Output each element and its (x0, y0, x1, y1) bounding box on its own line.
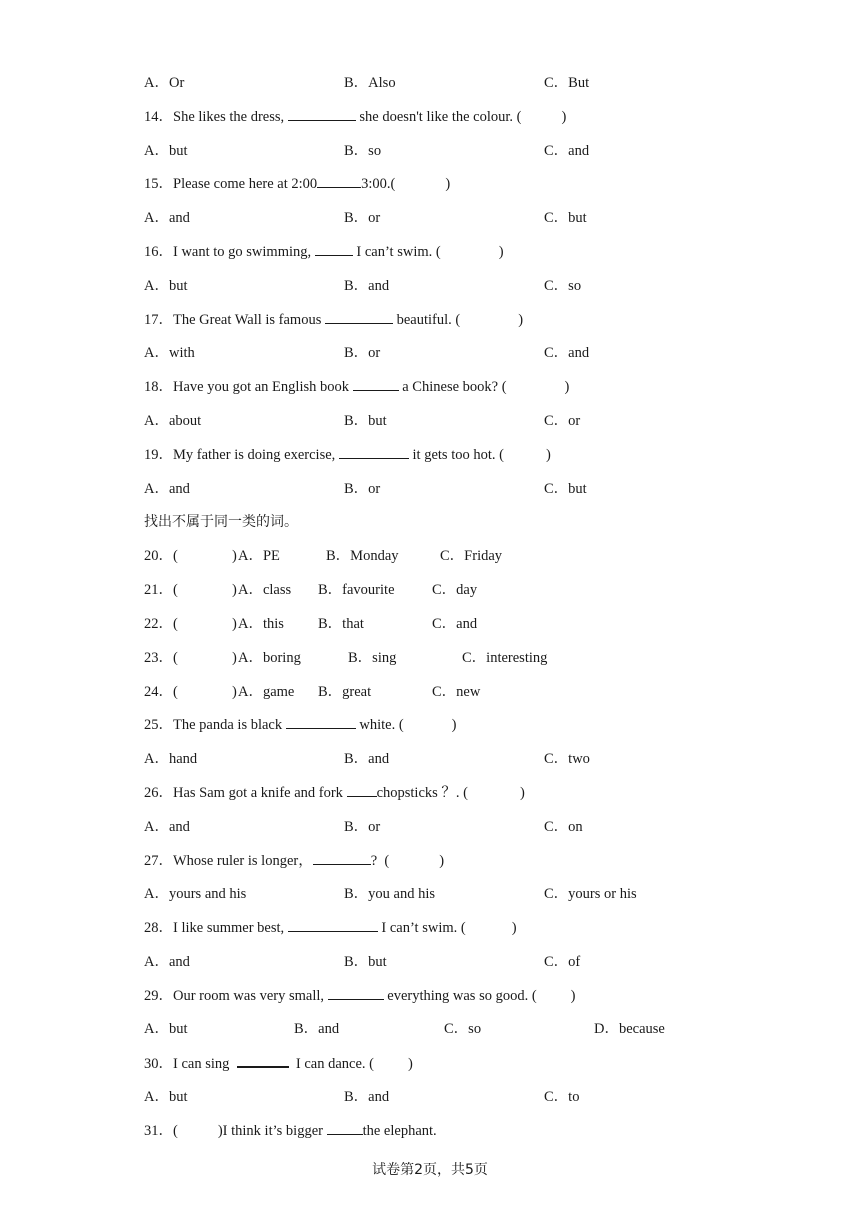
paren-close: ) (518, 312, 524, 328)
q17-options (144, 342, 590, 364)
question-number: 27． (144, 853, 173, 869)
question-text: the elephant. (362, 1123, 437, 1139)
option-a: A．hand (144, 751, 198, 767)
question-text: white. ( (355, 717, 404, 733)
question-number: 26． (144, 785, 173, 801)
option-c: C．But (544, 75, 590, 91)
option-b: B．great (318, 684, 372, 700)
option-a: A．yours and his (144, 886, 247, 902)
question-number: 20．( (144, 548, 178, 564)
question-21 (144, 579, 478, 601)
option-c: C．and (544, 143, 590, 159)
option-a: A．and (144, 954, 190, 970)
answer-blank[interactable] (353, 376, 399, 391)
q25-options (144, 748, 590, 770)
question-25 (144, 714, 457, 736)
q29-options (144, 1018, 665, 1040)
answer-paren-space[interactable] (194, 545, 230, 567)
paren-close: ) (498, 244, 504, 260)
paren-close: ) (232, 650, 237, 666)
option-c: C．and (432, 616, 478, 632)
paren-close: ) (561, 109, 567, 125)
option-c: C．so (544, 278, 582, 294)
paren-close: ) (439, 853, 445, 869)
option-c: C．but (544, 481, 587, 497)
question-number: 23．( (144, 650, 178, 666)
paren-close: ) (232, 548, 237, 564)
paren-close: ) (511, 920, 517, 936)
question-text: she doesn't like the colour. ( (355, 109, 522, 125)
question-number: 18． (144, 379, 173, 395)
option-b: B．and (344, 278, 390, 294)
q15-options (144, 207, 587, 229)
question-number: 14． (144, 109, 173, 125)
q27-options (144, 883, 637, 905)
question-31 (144, 1120, 437, 1142)
option-a: A．but (144, 143, 188, 159)
paren-close: ) (545, 447, 551, 463)
answer-blank[interactable] (347, 782, 377, 797)
question-text: Our room was very small, (173, 988, 328, 1004)
question-number: 25． (144, 717, 173, 733)
answer-blank[interactable] (288, 106, 356, 121)
paren-close: ) (407, 1056, 413, 1072)
question-29 (144, 985, 576, 1007)
answer-blank[interactable] (327, 1120, 363, 1135)
option-a: A．but (144, 1089, 188, 1105)
paren-close: ) (519, 785, 525, 801)
question-text: )I think it’s bigger (217, 1123, 327, 1139)
q28-options (144, 951, 581, 973)
option-b: B．or (344, 481, 381, 497)
option-a: A．and (144, 819, 190, 835)
answer-blank[interactable] (288, 917, 378, 932)
question-number: 16． (144, 244, 173, 260)
question-number: 31．( (144, 1123, 178, 1139)
section-heading: 找出不属于同一类的词。 (144, 514, 298, 530)
option-b: B．Monday (326, 548, 399, 564)
option-a: A．but (144, 278, 188, 294)
option-c: C．on (544, 819, 583, 835)
question-text: 3:00.( (361, 176, 396, 192)
question-15 (144, 173, 450, 195)
option-c: C．day (432, 582, 478, 598)
question-17 (144, 309, 523, 331)
option-b: B．favourite (318, 582, 395, 598)
question-text: Has Sam got a knife and fork (173, 785, 347, 801)
answer-blank[interactable] (313, 850, 371, 865)
option-a: A．and (144, 210, 190, 226)
option-b: B．that (318, 616, 364, 632)
q18-options (144, 410, 581, 432)
option-c: C．interesting (462, 650, 548, 666)
question-text: a Chinese book? ( (398, 379, 507, 395)
answer-paren-space[interactable] (194, 681, 230, 703)
option-c: C．two (544, 751, 590, 767)
question-text: The panda is black (173, 717, 286, 733)
option-c: C．new (432, 684, 481, 700)
answer-paren-space[interactable] (194, 647, 230, 669)
option-c: C．or (544, 413, 581, 429)
question-19 (144, 444, 551, 466)
question-number: 22．( (144, 616, 178, 632)
question-text: The Great Wall is famous (173, 312, 325, 328)
paren-close: ) (232, 684, 237, 700)
question-text: I can sing (173, 1056, 237, 1072)
answer-blank[interactable] (237, 1052, 289, 1068)
question-26 (144, 782, 525, 804)
question-number: 29． (144, 988, 173, 1004)
question-22 (144, 613, 478, 635)
option-b: B．so (344, 143, 382, 159)
question-30 (144, 1052, 413, 1074)
question-text: Please come here at 2:00 (173, 176, 318, 192)
question-text: My father is doing exercise, (173, 447, 339, 463)
question-text: Whose ruler is longer， (173, 853, 313, 869)
option-b: B．or (344, 210, 381, 226)
option-b: B．and (344, 1089, 390, 1105)
paren-close: ) (570, 988, 576, 1004)
question-14 (144, 106, 566, 128)
option-a: A．and (144, 481, 190, 497)
q26-options (144, 816, 583, 838)
answer-blank[interactable] (325, 309, 393, 324)
question-text: everything was so good. ( (383, 988, 537, 1004)
question-text: it gets too hot. ( (408, 447, 504, 463)
option-b: B．you and his (344, 886, 436, 902)
paren-close: ) (564, 379, 570, 395)
q16-options (144, 275, 582, 297)
question-text: I can’t swim. ( (377, 920, 466, 936)
question-text: I can dance. ( (288, 1056, 374, 1072)
question-text: Have you got an English book (173, 379, 353, 395)
question-text: I want to go swimming, (173, 244, 315, 260)
question-20 (144, 545, 503, 567)
answer-paren-space[interactable] (194, 613, 230, 635)
question-number: 15． (144, 176, 173, 192)
option-b: B．Also (344, 75, 396, 91)
option-b: B．sing (348, 650, 397, 666)
option-b: B．or (344, 819, 381, 835)
option-d: D．because (594, 1021, 665, 1037)
option-c: C．Friday (440, 548, 503, 564)
question-text: ? ( (370, 853, 390, 869)
option-a: A．about (144, 413, 202, 429)
option-a: A．but (144, 1021, 188, 1037)
paren-close: ) (445, 176, 451, 192)
option-a: A．class (238, 582, 292, 598)
option-c: C．and (544, 345, 590, 361)
question-text: beautiful. ( (392, 312, 461, 328)
paren-close: ) (451, 717, 457, 733)
q14-options (144, 140, 590, 162)
option-b: B．and (344, 751, 390, 767)
question-text: She likes the dress, (173, 109, 288, 125)
question-number: 21．( (144, 582, 178, 598)
question-number: 19． (144, 447, 173, 463)
q13-options (144, 72, 590, 94)
answer-blank[interactable] (339, 444, 409, 459)
question-28 (144, 917, 517, 939)
option-c: C．so (444, 1021, 482, 1037)
page-footer: 试卷第2页，共5页 (372, 1162, 488, 1178)
question-23 (144, 647, 548, 669)
answer-blank[interactable] (328, 985, 384, 1000)
option-a: A．this (238, 616, 284, 632)
question-text: I can’t swim. ( (352, 244, 441, 260)
answer-blank[interactable] (286, 714, 356, 729)
question-text: I like summer best, (173, 920, 288, 936)
question-18 (144, 376, 569, 398)
option-c: C．yours or his (544, 886, 637, 902)
option-b: B．but (344, 954, 387, 970)
question-number: 30． (144, 1056, 173, 1072)
option-c: C．of (544, 954, 581, 970)
option-c: C．to (544, 1089, 580, 1105)
option-a: A．game (238, 684, 295, 700)
paren-close: ) (232, 582, 237, 598)
option-b: B．but (344, 413, 387, 429)
q19-options (144, 478, 587, 500)
option-b: B．or (344, 345, 381, 361)
question-number: 28． (144, 920, 173, 936)
question-number: 24．( (144, 684, 178, 700)
paren-close: ) (232, 616, 237, 632)
answer-paren-space[interactable] (194, 579, 230, 601)
option-a: A．with (144, 345, 195, 361)
question-number: 17． (144, 312, 173, 328)
q30-options (144, 1086, 580, 1108)
option-c: C．but (544, 210, 587, 226)
answer-blank[interactable] (315, 241, 353, 256)
question-24 (144, 681, 481, 703)
option-a: A．boring (238, 650, 301, 666)
option-a: A．PE (238, 548, 280, 564)
answer-blank[interactable] (317, 173, 361, 188)
question-16 (144, 241, 504, 263)
question-27 (144, 850, 444, 872)
option-b: B．and (294, 1021, 340, 1037)
option-a: A．Or (144, 75, 185, 91)
question-text: chopsticks ？. ( (376, 785, 468, 801)
